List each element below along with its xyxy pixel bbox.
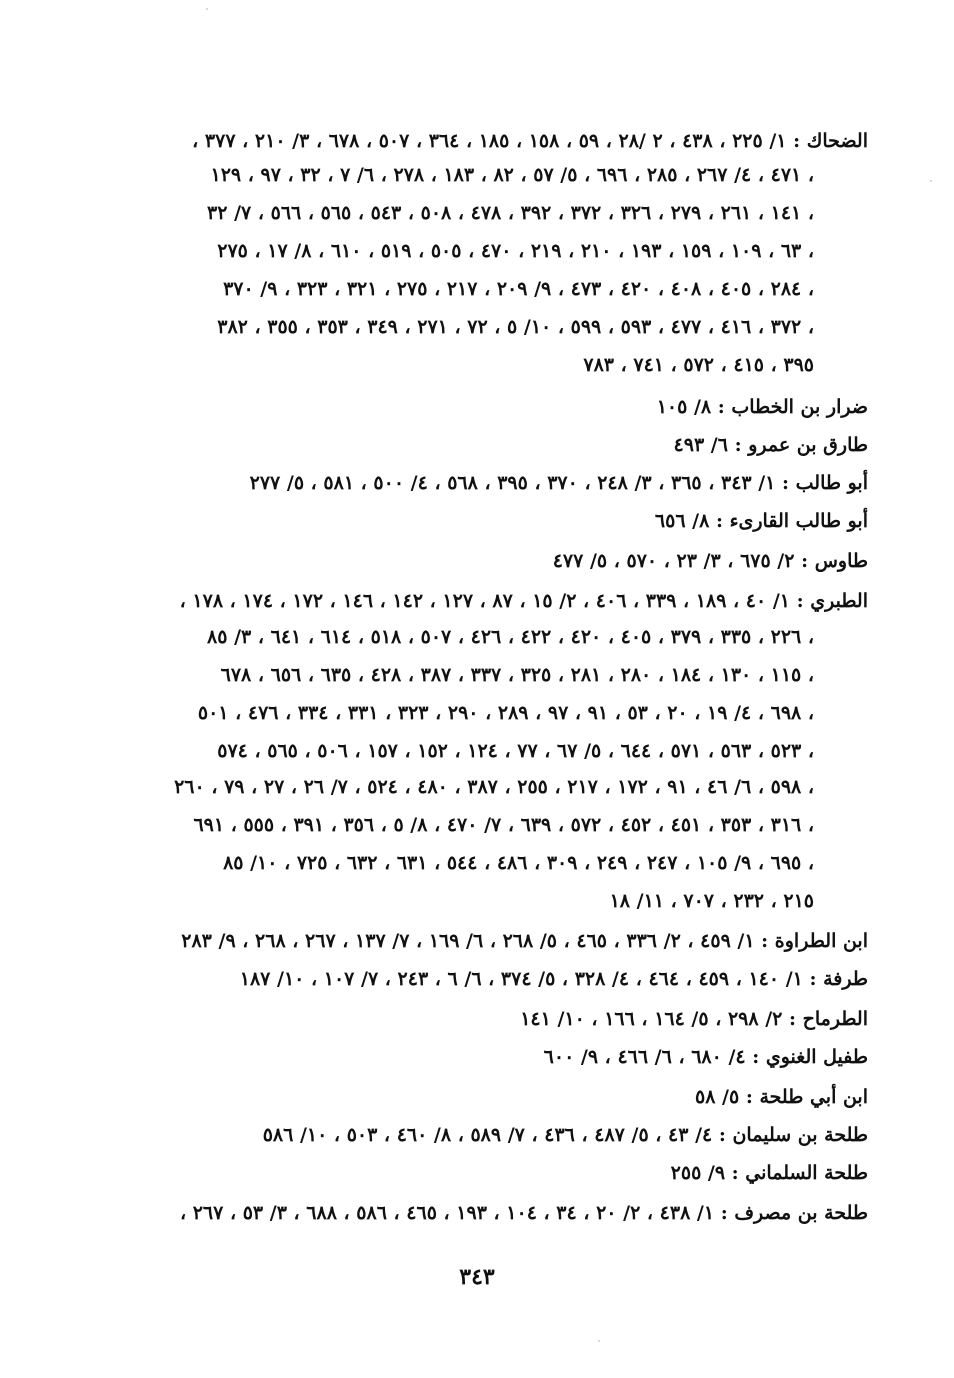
- index-entry-line: طلحة السلماني : ٩/ ٢٥٥: [670, 1162, 868, 1184]
- index-entry-continuation: ٥٢٣ ، ٥٦٣ ، ٥٧١ ، ٦٤٤ ، ٥/ ٦٧ ، ٧٧ ، ١٢٤ ، ١٥٢ ، ١٥٧ ، ٥٠٦ ، ٥٦٥ ، ٥٧٤ ،: [217, 740, 814, 762]
- index-entry-continuation: ٣١٦ ، ٣٥٣ ، ٤٥١ ، ٤٥٢ ، ٥٧٢ ، ٦٣٩ ، ٧/ ٤٧٠ ، ٨/ ٥ ، ٣٥٦ ، ٣٩١ ، ٥٥٥ ، ٦٩١ ،: [193, 814, 814, 836]
- index-entry-continuation: ٦٩٨ ، ٤/ ١٩ ، ٢٠ ، ٥٣ ، ٩١ ، ٩٧ ، ٢٨٩ ، ٢٩٠ ، ٣٢٣ ، ٣٣١ ، ٣٣٤ ، ٤٧٦ ، ٥٠١ ،: [197, 702, 814, 724]
- index-entry-continuation: ٣٩٥ ، ٤١٥ ، ٥٧٢ ، ٧٤١ ، ٧٨٣: [583, 354, 814, 376]
- index-entry-continuation: ١٤١ ، ٢٦١ ، ٢٧٩ ، ٣٢٦ ، ٣٧٢ ، ٣٩٢ ، ٤٧٨ ، ٥٠٨ ، ٥٤٣ ، ٥٦٥ ، ٥٦٦ ، ٧/ ٣٢ ،: [207, 202, 814, 224]
- index-entry-continuation: ٢٨٤ ، ٤٠٥ ، ٤٠٨ ، ٤٢٠ ، ٤٧٣ ، ٩/ ٢٠٩ ، ٢١٧ ، ٢٧٥ ، ٣٢١ ، ٣٢٣ ، ٩/ ٣٧٠ ،: [223, 278, 814, 300]
- index-entry-continuation: ٣٧٢ ، ٤١٦ ، ٤٧٧ ، ٥٩٣ ، ٥٩٩ ، ١٠/ ٥ ، ٧٢ ، ٢٧١ ، ٣٤٩ ، ٣٥٣ ، ٣٥٥ ، ٣٨٢ ،: [217, 316, 814, 338]
- index-entry-continuation: ٥٩٨ ، ٦/ ٤٦ ، ٩١ ، ١٧٢ ، ٢١٧ ، ٢٥٥ ، ٣٨٧ ، ٤٨٠ ، ٥٢٤ ، ٧/ ٢٦ ، ٢٧ ، ٧٩ ، ٢٦٠ ،: [174, 776, 814, 798]
- index-entry-continuation: ١١٥ ، ١٣٠ ، ١٨٤ ، ٢٨٠ ، ٢٨١ ، ٣٢٥ ، ٣٣٧ ، ٣٨٧ ، ٤٢٨ ، ٦٣٥ ، ٦٥٦ ، ٦٧٨ ،: [220, 664, 814, 686]
- scan-speck: [598, 1340, 600, 1342]
- index-entry-line: طلحة بن مصرف : ١/ ٤٣٨ ، ٢/ ٢٠ ، ٣٤ ، ١٠٤ ، ١٩٣ ، ٤٦٥ ، ٥٨٦ ، ٦٨٨ ، ٣/ ٥٣ ، ٢٦٧ ،: [179, 1202, 868, 1224]
- index-entry-continuation: ٢١٥ ، ٢٣٢ ، ٧٠٧ ، ١١/ ١٨: [609, 890, 814, 912]
- index-entry-line: ضرار بن الخطاب : ٨/ ١٠٥: [656, 396, 868, 418]
- index-entry-line: الضحاك : ١/ ٢٢٥ ، ٤٣٨ ، ٢ /٢٨ ، ٥٩ ، ١٥٨ ، ١٨٥ ، ٣٦٤ ، ٥٠٧ ، ٦٧٨ ، ٣/ ٢١٠ ، ٣٧٧ ،: [192, 130, 868, 152]
- index-entry-line: أبو طالب : ١/ ٣٤٣ ، ٣٦٥ ، ٣/ ٢٤٨ ، ٣٧٠ ، ٣٩٥ ، ٥٦٨ ، ٤/ ٥٠٠ ، ٥٨١ ، ٥/ ٢٧٧: [249, 472, 868, 494]
- index-entry-line: ابن أبي طلحة : ٥/ ٥٨: [695, 1086, 868, 1108]
- index-entry-continuation: ٦٣ ، ١٠٩ ، ١٥٩ ، ١٩٣ ، ٢١٠ ، ٢١٩ ، ٤٧٠ ، ٥٠٥ ، ٥١٩ ، ٦١٠ ، ٨/ ١٧ ، ٢٧٥ ،: [217, 240, 814, 262]
- index-entry-line: أبو طالب القارىء : ٨/ ٦٥٦: [654, 510, 868, 532]
- index-entry-continuation: ٦٩٥ ، ٩/ ١٠٥ ، ٢٤٧ ، ٢٤٩ ، ٣٠٩ ، ٤٨٦ ، ٥٤٤ ، ٦٣١ ، ٦٣٢ ، ٧٢٥ ، ١٠/ ٨٥ ،: [223, 852, 814, 874]
- page-number: ٣٤٣: [459, 1264, 495, 1290]
- scan-speck: [206, 8, 208, 10]
- scan-speck: [930, 180, 932, 182]
- index-entry-line: الطرماح : ٢/ ٢٩٨ ، ٥/ ١٦٤ ، ١٦٦ ، ١٠/ ١٤١: [520, 1008, 868, 1030]
- index-entry-line: طفيل الغنوي : ٤/ ٦٨٠ ، ٦/ ٤٦٦ ، ٩/ ٦٠٠: [543, 1046, 868, 1068]
- index-entry-line: طاوس : ٢/ ٦٧٥ ، ٣/ ٢٣ ، ٥٧٠ ، ٥/ ٤٧٧: [552, 550, 868, 572]
- index-entry-line: طارق بن عمرو : ٦/ ٤٩٣: [673, 434, 868, 456]
- index-entry-line: طلحة بن سليمان : ٤/ ٤٣ ، ٥/ ٤٨٧ ، ٤٣٦ ، ٧/ ٥٨٩ ، ٨/ ٤٦٠ ، ٥٠٣ ، ١٠/ ٥٨٦: [262, 1124, 868, 1146]
- index-entry-line: ابن الطراوة : ١/ ٤٥٩ ، ٢/ ٣٣٦ ، ٤٦٥ ، ٥/ ٢٦٨ ، ٦/ ١٦٩ ، ٧/ ١٣٧ ، ٢٦٧ ، ٢٦٨ ، ٩/ ٢٨٣: [181, 930, 868, 952]
- index-entry-line: الطبري : ١/ ٤٠ ، ١٨٩ ، ٣٣٩ ، ٤٠٦ ، ٢/ ١٥ ، ٨٧ ، ١٢٧ ، ١٤٢ ، ١٤٦ ، ١٧٢ ، ١٧٤ ، ١٧٨ ،: [179, 590, 868, 612]
- index-entry-continuation: ٤٧١ ، ٤/ ٢٦٧ ، ٢٨٥ ، ٦٩٦ ، ٥/ ٥٧ ، ٨٢ ، ١٨٣ ، ٢٧٨ ، ٦/ ٧ ، ٣٢ ، ٩٧ ، ١٢٩ ،: [210, 164, 814, 186]
- index-entry-line: طرفة : ١/ ١٤٠ ، ٤٥٩ ، ٤٦٤ ، ٤/ ٣٢٨ ، ٥/ ٣٧٤ ، ٦/ ٦ ، ٢٤٣ ، ٧/ ١٠٧ ، ١٠/ ١٨٧: [239, 968, 868, 990]
- index-entry-continuation: ٢٢٦ ، ٣٣٥ ، ٣٧٩ ، ٤٠٥ ، ٤٢٠ ، ٤٢٢ ، ٤٢٦ ، ٥٠٧ ، ٥١٨ ، ٦١٤ ، ٦٤١ ، ٣/ ٨٥ ،: [207, 626, 814, 648]
